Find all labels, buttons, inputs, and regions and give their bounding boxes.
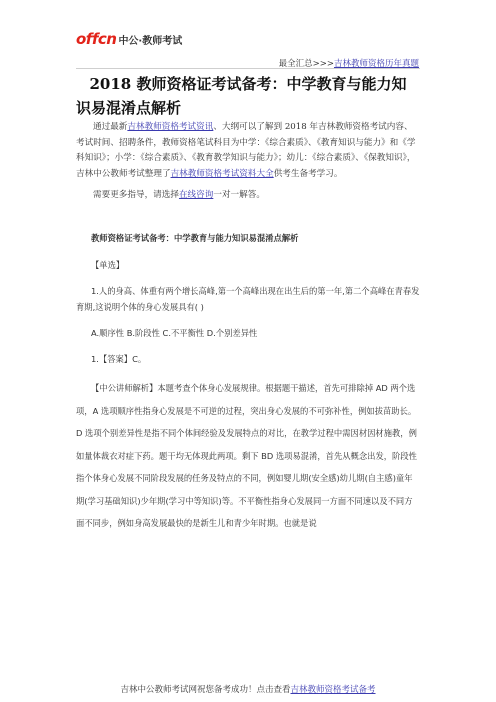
title-line-2: 识易混淆点解析 [76,99,182,117]
article-body [76,232,420,535]
intro-text: 供考生备考学习。 [273,168,343,179]
exam-news-link[interactable]: 吉林教师资格考试资讯 [127,122,214,132]
answer-line: 1.【答案】C。 [91,354,147,364]
page-title [76,72,420,120]
page-footer [0,683,496,695]
footer-link[interactable]: 吉林教师资格考试备考 [290,685,376,695]
offcn-logo[interactable] [76,30,182,48]
title-line-1: 2018 教师资格证考试备考：中学教育与能力知 [89,75,407,93]
intro-paragraph-1 [76,120,420,182]
logo-text: 中公·教师考试 [118,35,183,47]
intro-text: 通过最新 [93,122,128,132]
exam-materials-link[interactable]: 吉林教师资格考试资料大全 [170,168,274,179]
question-text: 1.人的身高、体重有两个增长高峰,第一个高峰出现在出生后的第一年,第二个高峰在青春发育期,这说明个体的身心发展具有( ) [76,286,420,312]
intro-section [76,120,420,204]
logo-mark: offcn [76,30,117,48]
intro-text: 、大纲可以了解到 2018 年吉林教师资格考试内容、考试时间、招聘条件，教师资格笔试科目为中学：《综合素质》、《教育知识与能力》和《学科知识》；小学：《综合素质》、《教育教学知识与能力》；幼儿：《综合素质》、《保教知识》，吉林中公教师考试整理了 [76,122,416,179]
intro-text: 需要更多指导，请选择 [93,190,179,201]
analysis-text: 【中公讲师解析】本题考查个体身心发展规律。根据题干描述，首先可排除掉 AD 两个选项，A 选项顺序性指身心发展是不可逆的过程，突出身心发展的不可弥补性，例如拔苗助长。D 选项个别差异性是指不同个体间经验及发展特点的对比，在教学过程中需因材因材施教，例如量体裁衣对症下药。题干均无体现此两项。剩下 BD 选项易混淆，首先从概念出发，阶段性指个体身心发展不同阶段发展的任务及特点的不同，例如婴儿期(安全感)幼儿期(自主感)童年期(学习基础知识)少年期(学习中等知识)等。不平衡性指身心发展同一方面不同速以及不同方面不同步，例如身高发展最快的是新生儿和青少年时期。也就是说 [76,383,417,528]
online-consult-link[interactable]: 在线咨询 [178,190,214,201]
top-link-prefix: 最全汇总>>> [278,59,334,69]
intro-paragraph-2 [76,188,420,204]
question-type-tag: 【单选】 [91,260,125,270]
intro-text: 一对一解答。 [213,190,265,201]
answer-options: A.顺序性 B.阶段性 C.不平衡性 D.个别差异性 [91,328,258,338]
past-exams-link[interactable]: 吉林教师资格历年真题 [333,59,419,69]
article-heading: 教师资格证考试备考：中学教育与能力知识易混淆点解析 [91,233,299,243]
footer-text: 吉林中公教师考试网祝您备考成功！点击查看 [120,685,291,695]
header-divider [76,68,420,69]
